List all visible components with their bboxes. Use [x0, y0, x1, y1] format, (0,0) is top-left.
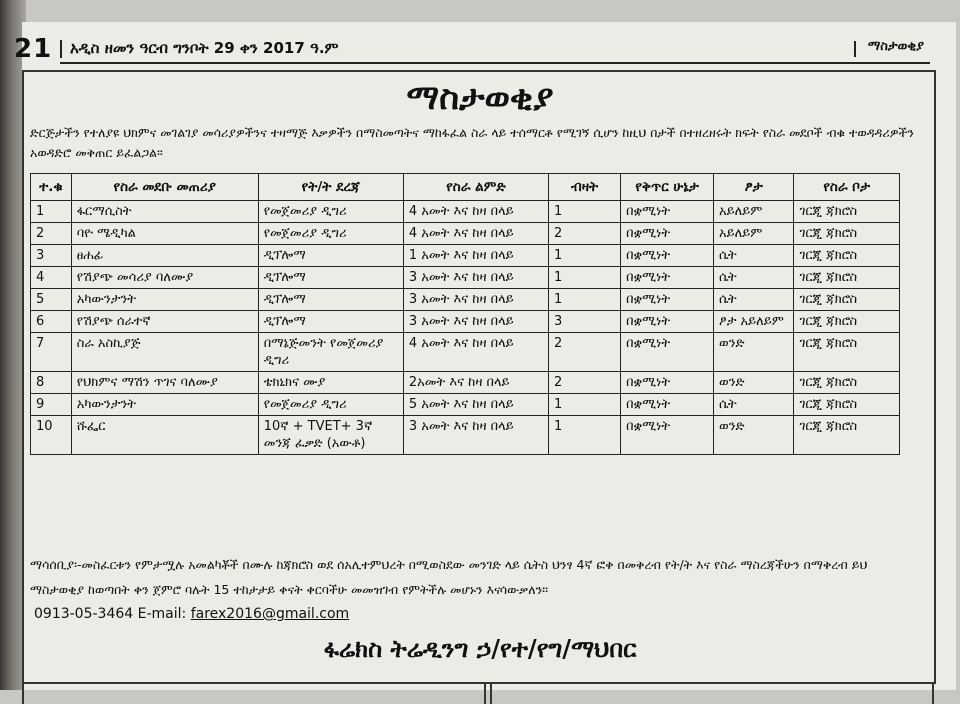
cell-education: የመጀመሪያ ዲግሪ: [258, 394, 403, 416]
cell-sex: ሴት: [714, 267, 794, 289]
cell-employment: በቋሚነት: [621, 289, 714, 311]
cell-number: 1: [31, 201, 72, 223]
table-row: [31, 372, 900, 394]
cell-employment: በቋሚነት: [621, 394, 714, 416]
table-row: [31, 394, 900, 416]
cell-employment: በቋሚነት: [621, 267, 714, 289]
cell-number: 6: [31, 311, 72, 333]
cell-location: ገርጂ ጃክሮስ: [794, 333, 900, 372]
cell-quantity: 1: [549, 394, 621, 416]
cell-quantity: 1: [549, 416, 621, 455]
table-row: [31, 245, 900, 267]
cell-quantity: 2: [549, 223, 621, 245]
cell-education: ቴክኒክና ሙያ: [258, 372, 403, 394]
table-row: [31, 416, 900, 455]
cell-sex: ወንድ: [714, 416, 794, 455]
cell-location: ገርጂ ጃክሮስ: [794, 416, 900, 455]
contact-phone: 0913-05-3464 E-mail:: [34, 606, 187, 622]
cell-experience: 4 አመት እና ከዛ በላይ: [403, 201, 548, 223]
cell-education: የመጀመሪያ ዲግሪ: [258, 201, 403, 223]
company-name: ፋሬክስ ትሬዲንግ ኃ/የተ/የግ/ማህበር: [323, 634, 637, 663]
cell-number: 2: [31, 223, 72, 245]
cell-location: ገርጂ ጃክሮስ: [794, 201, 900, 223]
cell-employment: በቋሚነት: [621, 372, 714, 394]
table-row: [31, 223, 900, 245]
cell-position: ሹፌር: [71, 416, 258, 455]
column-header-location: የስራ ቦታ: [794, 174, 900, 201]
cell-employment: በቋሚነት: [621, 333, 714, 372]
cell-position: ስራ አስኪያጅ: [71, 333, 258, 372]
table-row: [31, 267, 900, 289]
cell-location: ገርጂ ጃክሮስ: [794, 394, 900, 416]
cell-location: ገርጂ ጃክሮስ: [794, 311, 900, 333]
column-header-position: የስራ መደቡ መጠሪያ: [71, 174, 258, 201]
cell-sex: ሴት: [714, 394, 794, 416]
table-row: [31, 333, 900, 372]
column-header-employment: የቅጥር ሁኔታ: [621, 174, 714, 201]
cell-education: ዲፕሎማ: [258, 311, 403, 333]
application-note: ማሳሰቢያ፡-መስፈርቱን የምታሟሉ አመልካቾች በሙሉ ከጃክሮስ ወደ ሰአሊተምህረት በሚወስደው መንገድ ላይ ሴትስ ህንፃ 4ኛ ፎቅ በመቅረብ የት/ት እና የስራ ማስረጃችሁን በማቅረብ ይህ ማስታወቂያ ከወጣበት ቀን ጀምሮ ባሉት 15 ተከታታይ ቀናት ቀርባችሁ መመዝገብ የምትችሉ መሆኑን እናሳውቃለን፡፡: [30, 557, 868, 597]
cell-sex: አይለይም: [714, 223, 794, 245]
cell-employment: በቋሚነት: [621, 245, 714, 267]
cell-experience: 3 አመት እና ከዛ በላይ: [403, 311, 548, 333]
cell-number: 3: [31, 245, 72, 267]
vacancy-table: [30, 173, 900, 455]
next-ad-frame-right: [490, 682, 934, 704]
cell-quantity: 1: [549, 201, 621, 223]
table-row: [31, 311, 900, 333]
cell-position: አካውንታንት: [71, 394, 258, 416]
column-header-sex: ፆታ: [714, 174, 794, 201]
cell-position: የህክምና ማሽን ጥገና ባለሙያ: [71, 372, 258, 394]
column-header-quantity: ብዛት: [549, 174, 621, 201]
cell-number: 7: [31, 333, 72, 372]
page-header: [60, 38, 930, 64]
cell-employment: በቋሚነት: [621, 311, 714, 333]
cell-number: 5: [31, 289, 72, 311]
cell-experience: 1 አመት እና ከዛ በላይ: [403, 245, 548, 267]
cell-employment: በቋሚነት: [621, 201, 714, 223]
cell-education: በማኔጅመንት የመጀመሪያ ዲግሪ: [258, 333, 403, 372]
cell-education: ዲፕሎማ: [258, 267, 403, 289]
cell-position: አካውንታንት: [71, 289, 258, 311]
cell-position: ፀሐፊ: [71, 245, 258, 267]
publication-line: አዲስ ዘመን ዓርብ ግንቦት 29 ቀን 2017 ዓ.ም: [70, 39, 339, 57]
column-header-number: ተ.ቁ: [31, 174, 72, 201]
cell-position: የሽያጭ መሳሪያ ባለሙያ: [71, 267, 258, 289]
cell-number: 9: [31, 394, 72, 416]
column-header-experience: የስራ ልምድ: [403, 174, 548, 201]
cell-quantity: 1: [549, 267, 621, 289]
ad-title: ማስታወቂያ: [406, 78, 554, 118]
cell-experience: 4 አመት እና ከዛ በላይ: [403, 223, 548, 245]
cell-position: ፋርማሲስት: [71, 201, 258, 223]
cell-location: ገርጂ ጃክሮስ: [794, 289, 900, 311]
cell-quantity: 1: [549, 245, 621, 267]
section-label: ማስታወቂያ: [867, 39, 924, 54]
cell-quantity: 2: [549, 333, 621, 372]
cell-quantity: 1: [549, 289, 621, 311]
cell-position: ባዮ ሜዲካል: [71, 223, 258, 245]
table-row: [31, 289, 900, 311]
cell-experience: 3 አመት እና ከዛ በላይ: [403, 289, 548, 311]
cell-location: ገርጂ ጃክሮስ: [794, 372, 900, 394]
column-header-education: የት/ት ደረጃ: [258, 174, 403, 201]
cell-education: የመጀመሪያ ዲግሪ: [258, 223, 403, 245]
cell-employment: በቋሚነት: [621, 416, 714, 455]
page-number: 21: [14, 34, 53, 64]
cell-quantity: 2: [549, 372, 621, 394]
header-divider: [60, 40, 62, 58]
cell-number: 4: [31, 267, 72, 289]
cell-experience: 3 አመት እና ከዛ በላይ: [403, 416, 548, 455]
cell-education: 10ኛ + TVET+ 3ኛ መንጃ ፈቃድ (አውቶ): [258, 416, 403, 455]
cell-sex: ሴት: [714, 289, 794, 311]
table-row: [31, 201, 900, 223]
cell-experience: 5 አመት እና ከዛ በላይ: [403, 394, 548, 416]
cell-sex: አይለይም: [714, 201, 794, 223]
cell-number: 8: [31, 372, 72, 394]
cell-sex: ወንድ: [714, 372, 794, 394]
cell-experience: 2አመት እና ከዛ በላይ: [403, 372, 548, 394]
cell-position: የሽያጭ ሰራተኛ: [71, 311, 258, 333]
cell-education: ዲፕሎማ: [258, 289, 403, 311]
cell-location: ገርጂ ጃክሮስ: [794, 223, 900, 245]
cell-sex: ሴት: [714, 245, 794, 267]
cell-sex: ወንድ: [714, 333, 794, 372]
cell-number: 10: [31, 416, 72, 455]
cell-experience: 3 አመት እና ከዛ በላይ: [403, 267, 548, 289]
cell-location: ገርጂ ጃክሮስ: [794, 245, 900, 267]
cell-experience: 4 አመት እና ከዛ በላይ: [403, 333, 548, 372]
ad-intro: ድርጅታችን የተለያዩ ህክምና መገልገያ መሳሪያዎችንና ተዛማጅ እቃዎችን በማስመጣትና ማከፋፈል ስራ ላይ ተሰማርቶ የሚገኝ ሲሆን ከዚህ በታች በተዘረዘሩት ክፍት የስራ መደቦች ብቁ ተወዳዳሪዎችን አወዳድሮ መቅጠር ይፈልጋል፡፡: [30, 125, 914, 160]
cell-employment: በቋሚነት: [621, 223, 714, 245]
cell-sex: ፆታ አይለይም: [714, 311, 794, 333]
contact-line: [34, 606, 349, 622]
cell-quantity: 3: [549, 311, 621, 333]
cell-location: ገርጂ ጃክሮስ: [794, 267, 900, 289]
table-header-row: [31, 174, 900, 201]
cell-education: ዲፕሎማ: [258, 245, 403, 267]
next-ad-frame-left: [22, 682, 486, 704]
contact-email: farex2016@gmail.com: [190, 606, 350, 622]
